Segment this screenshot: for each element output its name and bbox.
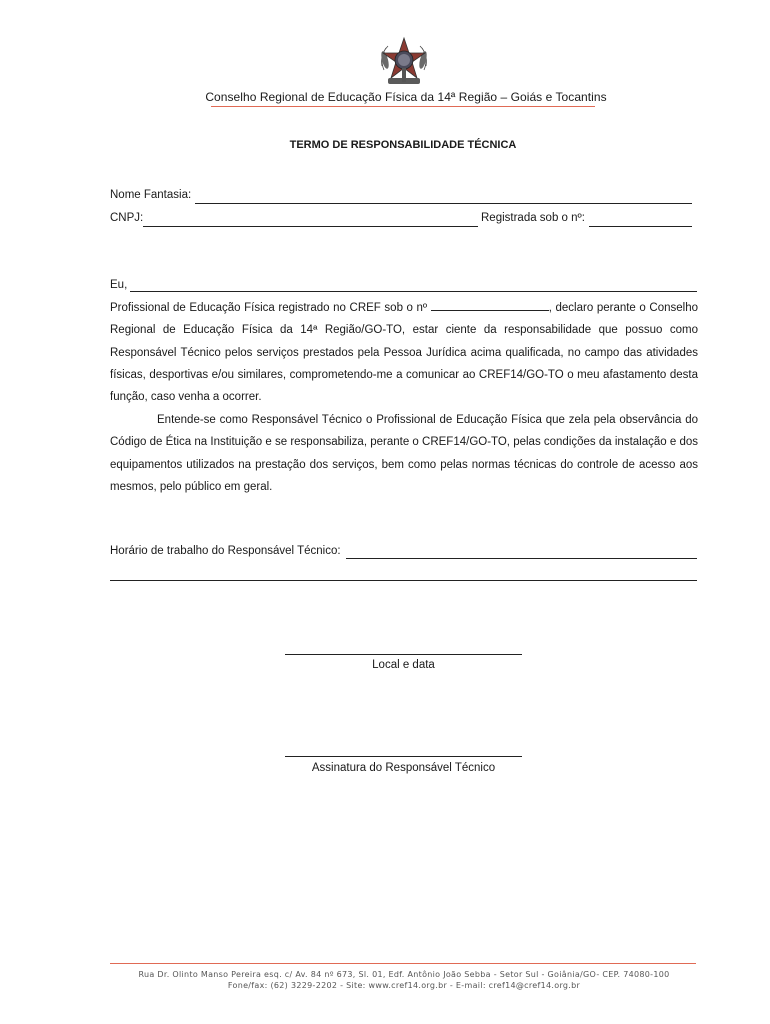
horario-field[interactable] <box>346 558 697 559</box>
organization-name: Conselho Regional de Educação Física da 14ª Região – Goiás e Tocantins <box>205 90 607 104</box>
definition-paragraph <box>110 409 698 498</box>
eu-label: Eu, <box>110 279 128 291</box>
header-divider <box>211 106 595 107</box>
declaration-text-start: Profissional de Educação Física registrado no CREF sob o nº <box>110 302 428 314</box>
footer-contact: Fone/fax: (62) 3229-2202 - Site: www.cref14.org.br - E-mail: cref14@cref14.org.br <box>227 981 581 990</box>
name-field[interactable] <box>130 291 697 292</box>
signature-label: Assinatura do Responsável Técnico <box>311 762 496 774</box>
footer-divider <box>110 963 696 964</box>
local-data-line[interactable] <box>285 654 522 655</box>
coat-of-arms-emblem <box>376 36 432 90</box>
horario-field-continued[interactable] <box>110 580 697 581</box>
footer-address: Rua Dr. Olinto Manso Pereira esq. c/ Av. 84 nº 673, Sl. 01, Edf. Antônio João Sebba - Setor Sul - Goiânia/GO- CEP. 74080-100 <box>138 970 670 979</box>
definition-text: Entende-se como Responsável Técnico o Profissional de Educação Física que zela pela observância do Código de Ética na Instituição e se responsabiliza, perante o CREF14/GO-TO, pelas condições da instalação e dos equipamentos utilizados na prestação dos serviços, bem como pelas normas técnicas do controle de acesso aos mesmos, pelo público em geral. <box>110 414 698 493</box>
local-data-label: Local e data <box>372 659 435 671</box>
horario-label: Horário de trabalho do Responsável Técnico: <box>110 545 341 557</box>
cref-number-field[interactable] <box>431 298 549 311</box>
document-title: TERMO DE RESPONSABILIDADE TÉCNICA <box>289 139 517 151</box>
nome-fantasia-field[interactable] <box>195 203 692 204</box>
signature-line[interactable] <box>285 756 522 757</box>
nome-fantasia-label: Nome Fantasia: <box>110 189 192 201</box>
registrada-label: Registrada sob o nº: <box>481 212 585 224</box>
declaration-paragraph <box>110 297 698 408</box>
cnpj-field[interactable] <box>143 226 478 227</box>
declaration-text-end: , declaro perante o Conselho Regional de Educação Física da 14ª Região/GO-TO, estar ciente da responsabilidade que possuo como Responsável Técnico pelos serviços prestados pela Pessoa Jurídica acima qualificada, no campo das atividades físicas, desportivas e/ou similares, comprometendo-me a comunicar ao CREF14/GO-TO o meu afastamento desta função, caso venha a ocorrer. <box>110 302 698 404</box>
registro-field[interactable] <box>589 226 692 227</box>
cnpj-label: CNPJ: <box>110 212 144 224</box>
